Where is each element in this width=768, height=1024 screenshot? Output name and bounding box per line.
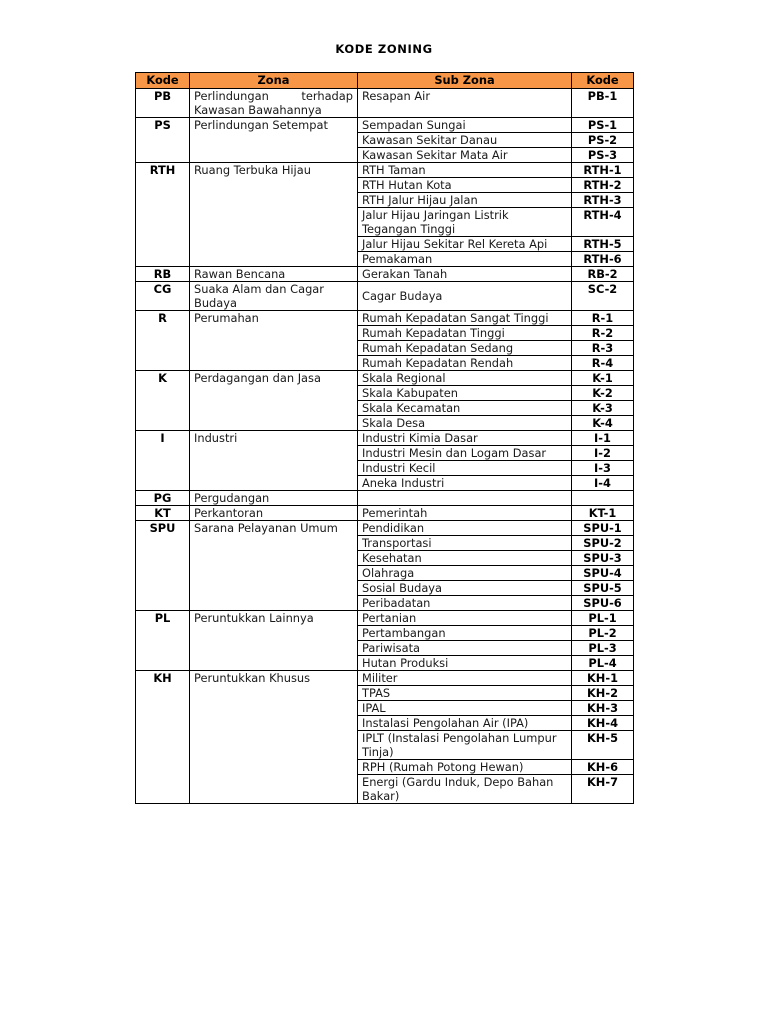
sub-zone-name: RTH Jalur Hijau Jalan [358,193,572,208]
zone-code: KH [136,671,190,804]
sub-zone-name: Industri Mesin dan Logam Dasar [358,446,572,461]
table-row [136,431,634,446]
zone-code: RB [136,267,190,282]
sub-zone-name: Kawasan Sekitar Mata Air [358,148,572,163]
table-row [136,371,634,386]
zone-code: RTH [136,163,190,267]
sub-zone-name: Rumah Kepadatan Tinggi [358,326,572,341]
zone-code: I [136,431,190,491]
zone-name: Rawan Bencana [190,267,358,282]
header-kode: Kode [136,73,190,89]
zone-code: PL [136,611,190,671]
sub-zone-code: K-4 [572,416,634,431]
sub-zone-name: Pemakaman [358,252,572,267]
sub-zone-code: RTH-2 [572,178,634,193]
table-row [136,311,634,326]
header-zona: Zona [190,73,358,89]
sub-zone-name: Peribadatan [358,596,572,611]
sub-zone-name: Olahraga [358,566,572,581]
table-row [136,282,634,311]
sub-zone-code: RTH-6 [572,252,634,267]
sub-zone-code: SC-2 [572,282,634,311]
zone-code: R [136,311,190,371]
sub-zone-code: PS-1 [572,118,634,133]
zone-code: CG [136,282,190,311]
table-row [136,267,634,282]
sub-zone-code: SPU-6 [572,596,634,611]
table-row [136,521,634,536]
sub-zone-name: Skala Kabupaten [358,386,572,401]
sub-zone-name: Industri Kecil [358,461,572,476]
sub-zone-code: I-3 [572,461,634,476]
zone-name: Perumahan [190,311,358,371]
sub-zone-code: K-3 [572,401,634,416]
header-kode-sub: Kode [572,73,634,89]
sub-zone-code: R-4 [572,356,634,371]
sub-zone-code: RTH-5 [572,237,634,252]
sub-zone-name: IPAL [358,701,572,716]
sub-zone-code: R-2 [572,326,634,341]
zone-name: Sarana Pelayanan Umum [190,521,358,611]
zone-name: Peruntukkan Khusus [190,671,358,804]
table-header-row [136,73,634,89]
sub-zone-name: Industri Kimia Dasar [358,431,572,446]
sub-zone-code: RTH-1 [572,163,634,178]
sub-zone-code: KH-6 [572,760,634,775]
sub-zone-name: Pertanian [358,611,572,626]
sub-zone-name: Instalasi Pengolahan Air (IPA) [358,716,572,731]
table-row [136,671,634,686]
sub-zone-name [358,491,572,506]
sub-zone-name: Resapan Air [358,89,572,118]
sub-zone-code: R-3 [572,341,634,356]
sub-zone-name: Transportasi [358,536,572,551]
sub-zone-name: Rumah Kepadatan Sangat Tinggi [358,311,572,326]
zone-name: Peruntukkan Lainnya [190,611,358,671]
sub-zone-code: KH-5 [572,731,634,760]
sub-zone-name: Jalur Hijau Jaringan Listrik Tegangan Tinggi [358,208,572,237]
sub-zone-code: KT-1 [572,506,634,521]
sub-zone-code: K-2 [572,386,634,401]
sub-zone-code: RTH-3 [572,193,634,208]
zone-code: SPU [136,521,190,611]
table-row [136,89,634,118]
sub-zone-name: Skala Desa [358,416,572,431]
sub-zone-code: SPU-3 [572,551,634,566]
sub-zone-name: IPLT (Instalasi Pengolahan Lumpur Tinja) [358,731,572,760]
zone-name-text: Perlindungan terhadap Kawasan Bawahannya [194,89,353,117]
sub-zone-name: Jalur Hijau Sekitar Rel Kereta Api [358,237,572,252]
sub-zone-name: Sempadan Sungai [358,118,572,133]
sub-zone-code: SPU-1 [572,521,634,536]
sub-zone-name: Cagar Budaya [358,282,572,311]
sub-zone-code: SPU-4 [572,566,634,581]
zone-name: Perdagangan dan Jasa [190,371,358,431]
sub-zone-code: RTH-4 [572,208,634,237]
sub-zone-code: PL-3 [572,641,634,656]
sub-zone-name: Pemerintah [358,506,572,521]
zone-code: PS [136,118,190,163]
sub-zone-code: KH-7 [572,775,634,804]
zone-name: Ruang Terbuka Hijau [190,163,358,267]
sub-zone-name: RPH (Rumah Potong Hewan) [358,760,572,775]
sub-zone-name: Pertambangan [358,626,572,641]
sub-zone-code: KH-4 [572,716,634,731]
zone-name: Pergudangan [190,491,358,506]
sub-zone-name: Gerakan Tanah [358,267,572,282]
sub-zone-code: RB-2 [572,267,634,282]
sub-zone-name: TPAS [358,686,572,701]
table-row [136,611,634,626]
sub-zone-name: Pendidikan [358,521,572,536]
zone-name: Suaka Alam dan Cagar Budaya [190,282,358,311]
sub-zone-name: Pariwisata [358,641,572,656]
sub-zone-code: R-1 [572,311,634,326]
zone-name: Perlindungan Setempat [190,118,358,163]
sub-zone-name: RTH Taman [358,163,572,178]
sub-zone-name: Kesehatan [358,551,572,566]
table-row [136,506,634,521]
sub-zone-name: Rumah Kepadatan Rendah [358,356,572,371]
sub-zone-code: KH-3 [572,701,634,716]
sub-zone-name: Skala Regional [358,371,572,386]
sub-zone-code: PL-2 [572,626,634,641]
sub-zone-name: Energi (Gardu Induk, Depo Bahan Bakar) [358,775,572,804]
sub-zone-code: I-4 [572,476,634,491]
sub-zone-code: SPU-5 [572,581,634,596]
sub-zone-name: Aneka Industri [358,476,572,491]
zone-code: PG [136,491,190,506]
header-sub-zona: Sub Zona [358,73,572,89]
document-title: KODE ZONING [335,42,433,56]
sub-zone-code: PL-1 [572,611,634,626]
sub-zone-name: Kawasan Sekitar Danau [358,133,572,148]
zone-code: K [136,371,190,431]
zone-code: KT [136,506,190,521]
sub-zone-code [572,491,634,506]
sub-zone-code: I-1 [572,431,634,446]
sub-zone-code: KH-1 [572,671,634,686]
sub-zone-code: PB-1 [572,89,634,118]
sub-zone-code: I-2 [572,446,634,461]
zone-name [190,89,358,118]
sub-zone-code: SPU-2 [572,536,634,551]
sub-zone-code: PL-4 [572,656,634,671]
sub-zone-name: RTH Hutan Kota [358,178,572,193]
zone-code: PB [136,89,190,118]
sub-zone-name: Militer [358,671,572,686]
sub-zone-name: Sosial Budaya [358,581,572,596]
sub-zone-name: Hutan Produksi [358,656,572,671]
zoning-table [135,72,634,804]
table-row [136,163,634,178]
table-row [136,118,634,133]
sub-zone-code: K-1 [572,371,634,386]
sub-zone-code: PS-2 [572,133,634,148]
zone-name: Industri [190,431,358,491]
zone-name: Perkantoran [190,506,358,521]
sub-zone-name: Rumah Kepadatan Sedang [358,341,572,356]
table-row [136,491,634,506]
sub-zone-name: Skala Kecamatan [358,401,572,416]
sub-zone-code: KH-2 [572,686,634,701]
sub-zone-code: PS-3 [572,148,634,163]
